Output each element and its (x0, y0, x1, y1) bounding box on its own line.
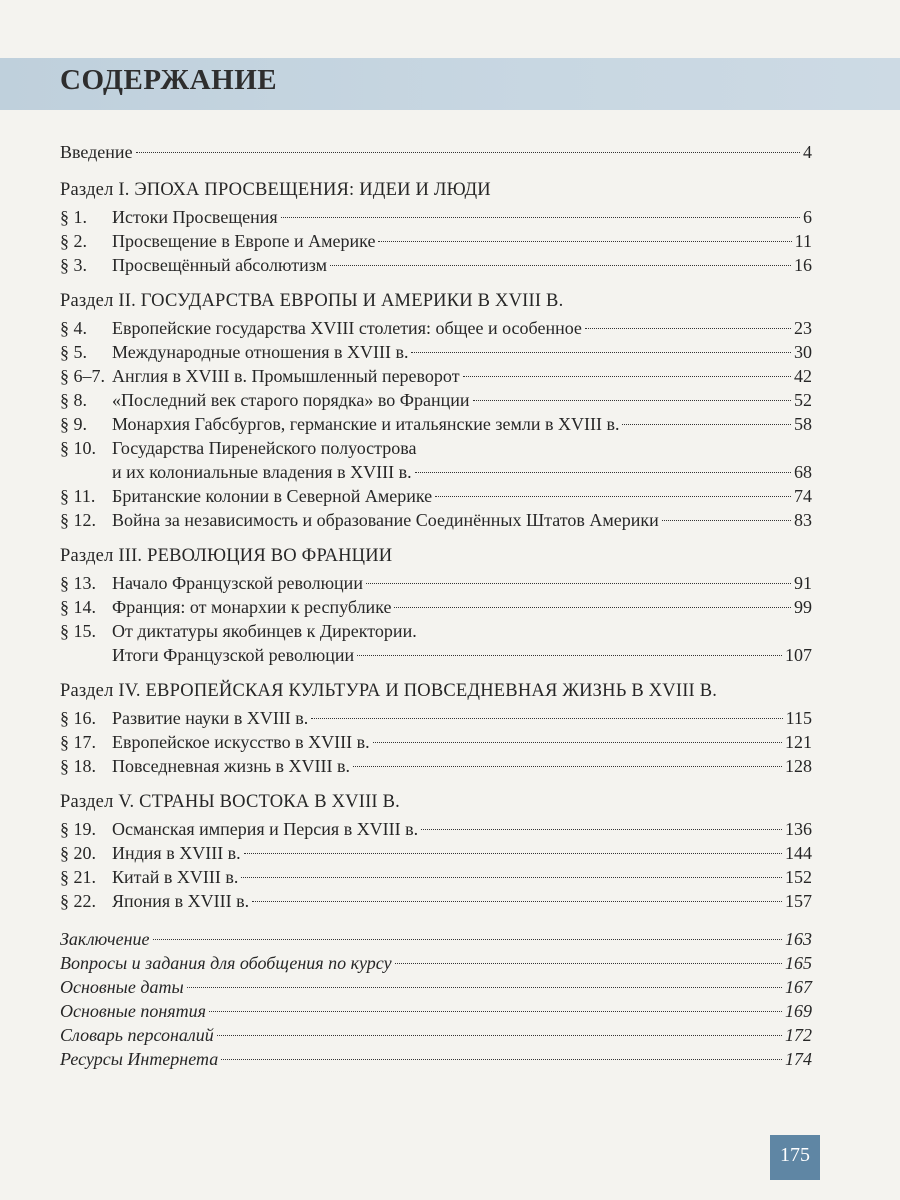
dot-leader (353, 766, 782, 767)
dot-leader (411, 352, 791, 353)
toc-entry-page: 74 (794, 486, 812, 506)
toc-entry-page: 4 (803, 142, 812, 162)
toc-entry-continuation[interactable] (60, 460, 812, 484)
toc-entry[interactable] (60, 730, 812, 754)
toc-entry-number: § 4. (60, 318, 87, 338)
dot-leader (252, 901, 782, 902)
toc-entry-page: 11 (794, 231, 812, 251)
toc-entry[interactable] (60, 412, 812, 436)
dot-leader (394, 607, 791, 608)
toc-entry[interactable] (60, 817, 812, 841)
toc-entry[interactable] (60, 205, 812, 229)
dot-leader (421, 829, 782, 830)
toc-entry-title: Повседневная жизнь в XVIII в. (112, 756, 351, 776)
page-title: СОДЕРЖАНИЕ (60, 64, 278, 96)
toc-entry[interactable] (60, 253, 812, 277)
dot-leader (244, 853, 782, 854)
toc-entry[interactable] (60, 388, 812, 412)
toc-entry-number: § 16. (60, 708, 96, 728)
toc-entry-number: § 9. (60, 414, 87, 434)
dot-leader (473, 400, 791, 401)
toc-entry-number: § 12. (60, 510, 96, 530)
toc-entry-page: 172 (785, 1025, 812, 1045)
toc-entry[interactable] (60, 706, 812, 730)
toc-entry-page: 52 (794, 390, 812, 410)
toc-entry-page: 42 (794, 366, 812, 386)
dot-leader (373, 742, 782, 743)
toc-entry-page: 23 (794, 318, 812, 338)
dot-leader (357, 655, 782, 656)
toc-entry-page: 6 (803, 207, 812, 227)
toc-entry-back[interactable] (60, 999, 812, 1023)
toc-entry-page: 174 (785, 1049, 812, 1069)
page-number-badge: 175 (770, 1135, 820, 1180)
toc-entry-page: 115 (785, 708, 812, 728)
toc-entry-number: § 18. (60, 756, 96, 776)
toc-entry-title: Османская империя и Персия в XVIII в. (112, 819, 419, 839)
toc-entry-back[interactable] (60, 1023, 812, 1047)
toc-entry-title: Европейское искусство в XVIII в. (112, 732, 370, 752)
toc-entry-title-line2: и их колониальные владения в XVIII в. (112, 462, 412, 482)
toc-entry[interactable] (60, 889, 812, 913)
toc-entry-number: § 1. (60, 207, 87, 227)
dot-leader (395, 963, 782, 964)
dot-leader (622, 424, 791, 425)
toc-entry-title: Китай в XVIII в. (112, 867, 239, 887)
toc-entry-back[interactable] (60, 951, 812, 975)
dot-leader (241, 877, 782, 878)
toc-entry-page: 30 (794, 342, 812, 362)
dot-leader (187, 987, 782, 988)
toc-entry-number: § 8. (60, 390, 87, 410)
toc-entry[interactable] (60, 508, 812, 532)
toc-entry-title: Основные даты (60, 977, 184, 997)
toc-entry-title: Государства Пиренейского полуострова (112, 438, 417, 458)
dot-leader (378, 241, 791, 242)
section-heading-5: Раздел V. СТРАНЫ ВОСТОКА В XVIII В. (60, 792, 400, 812)
toc-entry-number: § 15. (60, 621, 96, 641)
section-heading-3: Раздел III. РЕВОЛЮЦИЯ ВО ФРАНЦИИ (60, 546, 393, 566)
toc-entry[interactable] (60, 436, 812, 460)
section-heading-1: Раздел I. ЭПОХА ПРОСВЕЩЕНИЯ: ИДЕИ И ЛЮДИ (60, 180, 491, 200)
toc-entry-number: § 10. (60, 438, 96, 458)
toc-entry-title: Вопросы и задания для обобщения по курсу (60, 953, 392, 973)
toc-entry-page: 91 (794, 573, 812, 593)
toc-entry-number: § 20. (60, 843, 96, 863)
toc-entry-page: 163 (785, 929, 812, 949)
toc-entry[interactable] (60, 841, 812, 865)
toc-entry-title: От диктатуры якобинцев к Директории. (112, 621, 417, 641)
section-heading-2: Раздел II. ГОСУДАРСТВА ЕВРОПЫ И АМЕРИКИ В XVIII В. (60, 291, 564, 311)
toc-entry-title: Развитие науки в XVIII в. (112, 708, 309, 728)
toc-entry-page: 83 (794, 510, 812, 530)
toc-entry-title: Начало Французской революции (112, 573, 363, 593)
toc-entry-back[interactable] (60, 927, 812, 951)
toc-entry-number: § 14. (60, 597, 96, 617)
toc-entry[interactable] (60, 316, 812, 340)
toc-entry-page: 68 (794, 462, 812, 482)
toc-entry-title: Международные отношения в XVIII в. (112, 342, 409, 362)
dot-leader (217, 1035, 782, 1036)
toc-entry[interactable] (60, 340, 812, 364)
toc-entry-page: 58 (794, 414, 812, 434)
toc-entry-number: § 13. (60, 573, 96, 593)
dot-leader (662, 520, 791, 521)
toc-entry[interactable] (60, 865, 812, 889)
toc-entry-number: § 3. (60, 255, 87, 275)
dot-leader (281, 217, 800, 218)
toc-entry-page: 136 (785, 819, 812, 839)
dot-leader (585, 328, 791, 329)
toc-entry-number: § 17. (60, 732, 96, 752)
toc-entry[interactable] (60, 595, 812, 619)
toc-entry-title: Просвещённый абсолютизм (112, 255, 327, 275)
toc-entry-title: Франция: от монархии к республике (112, 597, 392, 617)
dot-leader (311, 718, 782, 719)
dot-leader (366, 583, 791, 584)
toc-entry-title: Истоки Просвещения (112, 207, 278, 227)
table-of-contents (60, 140, 812, 1071)
toc-entry-number: § 19. (60, 819, 96, 839)
toc-entry[interactable] (60, 484, 812, 508)
toc-entry[interactable] (60, 754, 812, 778)
toc-entry-page: 121 (785, 732, 812, 752)
toc-entry-page: 144 (785, 843, 812, 863)
toc-entry-introduction[interactable] (60, 140, 812, 164)
toc-entry-title: Британские колонии в Северной Америке (112, 486, 433, 506)
toc-entry-page: 152 (785, 867, 812, 887)
toc-entry-title: Война за независимость и образование Соединённых Штатов Америки (112, 510, 659, 530)
toc-entry-title: Заключение (60, 929, 150, 949)
toc-entry-back[interactable] (60, 975, 812, 999)
toc-entry-page: 128 (785, 756, 812, 776)
back-matter (60, 927, 812, 1071)
toc-entry-page: 16 (794, 255, 812, 275)
toc-entry[interactable] (60, 571, 812, 595)
toc-entry-title: Введение (60, 142, 133, 162)
toc-entry-number: § 6–7. (60, 366, 105, 386)
toc-entry-page: 165 (785, 953, 812, 973)
toc-entry-number: § 21. (60, 867, 96, 887)
toc-entry-title: Индия в XVIII в. (112, 843, 241, 863)
toc-entry-title: Ресурсы Интернета (60, 1049, 219, 1069)
dot-leader (153, 939, 783, 940)
toc-entry-title: Япония в XVIII в. (112, 891, 250, 911)
toc-entry-title: Словарь персоналий (60, 1025, 214, 1045)
toc-entry-page: 157 (785, 891, 812, 911)
toc-entry-page: 107 (785, 645, 812, 665)
toc-entry-title-line2: Итоги Французской революции (112, 645, 355, 665)
toc-entry-page: 99 (794, 597, 812, 617)
toc-entry[interactable] (60, 619, 812, 643)
toc-entry[interactable] (60, 364, 812, 388)
toc-entry-number: § 2. (60, 231, 87, 251)
toc-entry-number: § 5. (60, 342, 87, 362)
dot-leader (463, 376, 791, 377)
dot-leader (209, 1011, 782, 1012)
toc-entry-title: Европейские государства XVIII столетия: общее и особенное (112, 318, 582, 338)
toc-entry-page: 169 (785, 1001, 812, 1021)
toc-entry-title: Монархия Габсбургов, германские и итальянские земли в XVIII в. (112, 414, 620, 434)
toc-entry-page: 167 (785, 977, 812, 997)
dot-leader (221, 1059, 782, 1060)
toc-entry[interactable] (60, 229, 812, 253)
toc-entry-title: Просвещение в Европе и Америке (112, 231, 376, 251)
dot-leader (330, 265, 791, 266)
toc-entry-continuation[interactable] (60, 643, 812, 667)
dot-leader (435, 496, 791, 497)
dot-leader (415, 472, 791, 473)
toc-entry-back[interactable] (60, 1047, 812, 1071)
section-heading-4: Раздел IV. ЕВРОПЕЙСКАЯ КУЛЬТУРА И ПОВСЕДНЕВНАЯ ЖИЗНЬ В XVIII В. (60, 681, 718, 701)
toc-entry-title: Англия в XVIII в. Промышленный переворот (112, 366, 460, 386)
toc-entry-title: «Последний век старого порядка» во Франции (112, 390, 470, 410)
dot-leader (136, 152, 800, 153)
toc-entry-number: § 11. (60, 486, 96, 506)
toc-entry-number: § 22. (60, 891, 96, 911)
toc-entry-title: Основные понятия (60, 1001, 207, 1021)
